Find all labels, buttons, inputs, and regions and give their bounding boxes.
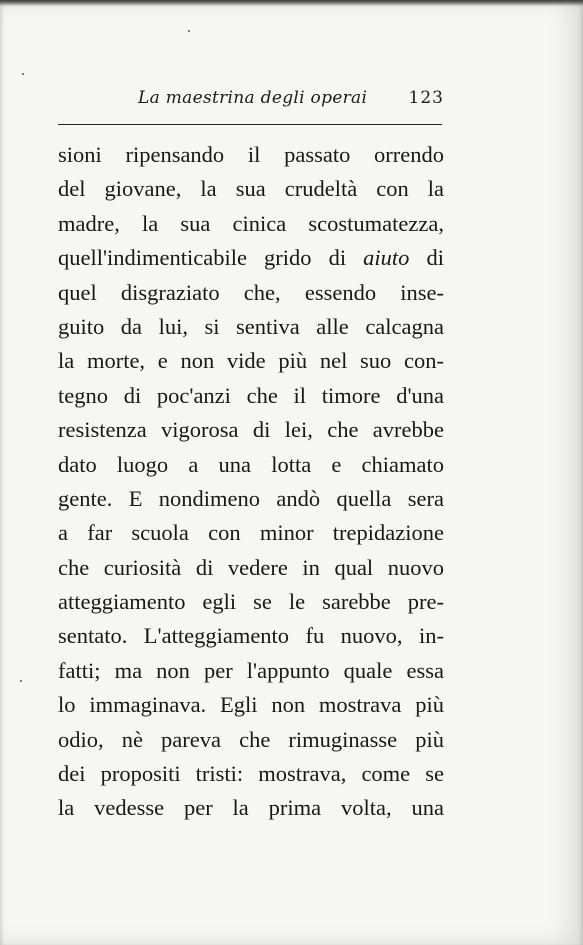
- text-line: che curiosità di vedere in qual nuovo: [58, 554, 444, 580]
- text-line: sioni ripensando il passato orrendo: [58, 142, 444, 167]
- text-line: madre, la sua cinica scostumatezza,: [58, 210, 444, 236]
- page-number: 123: [408, 88, 444, 108]
- text-segment: di: [409, 245, 444, 271]
- page-top-edge: [0, 0, 583, 6]
- text-line: lo immaginava. Egli non mostrava più: [58, 692, 444, 718]
- text-line: dei propositi tristi: mostrava, come se: [58, 761, 444, 787]
- text-line: fatti; ma non per l'appunto quale essa: [58, 657, 444, 683]
- paper-speck: [22, 73, 24, 75]
- text-line: a far scuola con minor trepidazione: [58, 520, 444, 546]
- text-line: odio, nè pareva che rimuginasse più: [58, 726, 444, 752]
- text-line: la morte, e non vide più nel suo con-: [58, 348, 444, 374]
- text-segment: quell'indimenticabile grido di: [58, 245, 364, 271]
- header-rule: [58, 124, 442, 125]
- text-line: [58, 241, 444, 275]
- text-line: atteggiamento egli se le sarebbe pre-: [58, 589, 444, 615]
- text-line: del giovane, la sua crudeltà con la: [58, 176, 444, 202]
- text-line: quel disgraziato che, essendo inse-: [58, 279, 444, 305]
- paper-speck: [20, 680, 22, 682]
- text-line: guito da lui, si sentiva alle calcagna: [58, 313, 444, 339]
- text-line: tegno di poc'anzi che il timore d'una: [58, 382, 444, 408]
- text-line: la vedesse per la prima volta, una: [58, 795, 444, 821]
- text-line: gente. E nondimeno andò quella sera: [58, 485, 444, 511]
- italic-word: aiuto: [363, 245, 410, 271]
- body-text: [58, 138, 444, 826]
- page-header: [58, 88, 444, 112]
- running-title: La maestrina degli operai: [138, 88, 368, 108]
- paper-speck: [188, 30, 190, 32]
- text-line: resistenza vigorosa di lei, che avrebbe: [58, 417, 444, 443]
- text-line: dato luogo a una lotta e chiamato: [58, 451, 444, 477]
- text-line: sentato. L'atteggiamento fu nuovo, in-: [58, 623, 444, 649]
